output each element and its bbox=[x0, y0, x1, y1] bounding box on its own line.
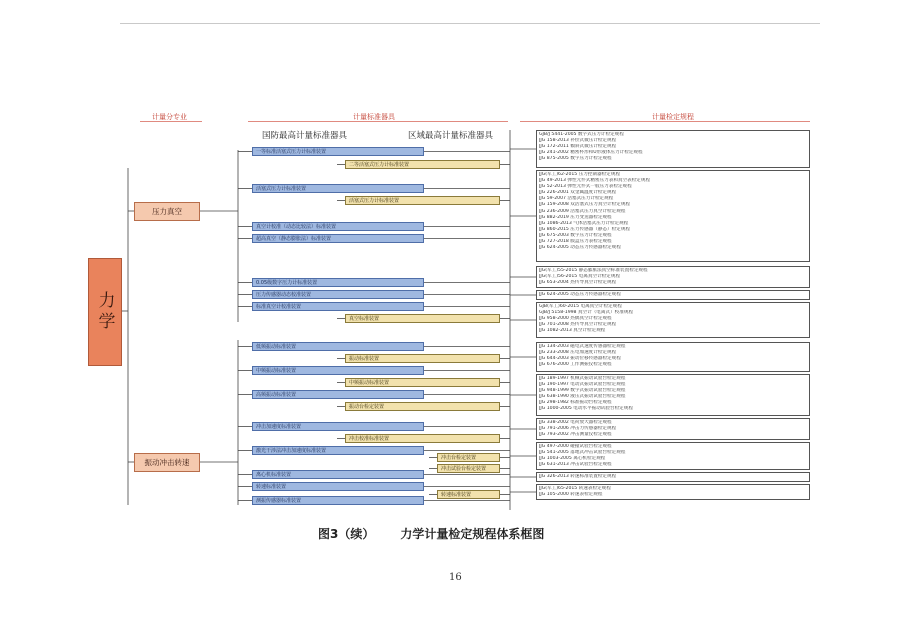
regulation-line: JJG 624-2005 动态压力传感器检定规程 bbox=[539, 245, 621, 251]
regulation-line: JJG 860-2015 压力传感器（静态）检定规程 bbox=[539, 226, 631, 232]
regulation-line: JJG 134-2003 磁电式速度传感器检定规程 bbox=[539, 344, 626, 349]
regulation-line: JJG 948-1999 数字式振动试验台检定规程 bbox=[539, 388, 626, 394]
category-pressure-vacuum: 压力真空 bbox=[134, 202, 200, 221]
regulation-line: JJG 653-2004 热传导真空计检定规程 bbox=[539, 280, 617, 286]
national-standard: 压力传感器动态校准装置 bbox=[252, 290, 424, 299]
regulation-line: JJG 624-2005 动态压力传感器检定规程 bbox=[539, 292, 621, 297]
subheader-national: 国防最高计量标准器具 bbox=[262, 131, 348, 141]
regulation-line: JJG 338-2002 电荷放大器检定规程 bbox=[539, 420, 612, 425]
regional-standard: 振动标准装置 bbox=[345, 354, 500, 363]
regulation-line: JJG(军工)55-2015 静态膨胀法真空标准装置检定规程 bbox=[539, 268, 648, 273]
regulation-box bbox=[536, 290, 810, 300]
regulation-box bbox=[536, 472, 810, 482]
national-standard: 活塞式压力计标准装置 bbox=[252, 184, 424, 193]
regulation-line: JJG(军工)62-2015 压力控制器检定规程 bbox=[539, 172, 621, 177]
regulation-box bbox=[536, 170, 810, 262]
regulation-line: JJG 159-2008 双活塞式压力真空计检定规程 bbox=[539, 202, 631, 208]
national-standard: 高频振动标准装置 bbox=[252, 390, 424, 399]
national-standard: 离心机标准装置 bbox=[252, 470, 424, 479]
regulation-line: JJG 298-1982 标准振动台检定规程 bbox=[539, 400, 612, 406]
national-standard: 中频振动标准装置 bbox=[252, 366, 424, 375]
national-standard: 标准真空计校准装置 bbox=[252, 302, 424, 311]
regulation-line: JJG 326-2013 转速标准装置检定规程 bbox=[539, 474, 617, 479]
regulation-line: JJG 241-2002 精密杯形和U形液体压力计检定规程 bbox=[539, 150, 643, 156]
regulation-line: JJG 631-2013 冲击试验台检定规程 bbox=[539, 462, 612, 468]
national-standard: 低频振动标准装置 bbox=[252, 342, 424, 351]
regulation-line: JJG 189-1997 机械式振动试验台检定规程 bbox=[539, 376, 626, 381]
regulation-line: JJG 1086-2013 气体活塞式压力计检定规程 bbox=[539, 220, 629, 226]
regulation-line: JJG 497-2000 碰撞试验台检定规程 bbox=[539, 444, 612, 449]
regulation-line: GJB/J 5441-2005 数字式压力计检定规程 bbox=[539, 132, 624, 137]
regulation-line: JJG 59-2007 活塞式压力计检定规程 bbox=[539, 196, 614, 202]
national-standard: 一等标准活塞式压力计标准装置 bbox=[252, 147, 424, 156]
regional-standard: 转速标准装置 bbox=[437, 490, 500, 499]
regional-standard: 活塞式压力计标准装置 bbox=[345, 196, 500, 205]
regulation-box bbox=[536, 418, 810, 440]
national-standard: 激光干涉法冲击加速度标准装置 bbox=[252, 446, 424, 455]
regulation-line: JJG 105-2000 转速表检定规程 bbox=[539, 492, 603, 498]
regulation-box bbox=[536, 374, 810, 416]
regulation-line: JJG 958-2000 热偶真空计检定规程 bbox=[539, 316, 612, 322]
root-mechanics bbox=[88, 258, 122, 366]
regulation-line: JJG 1000-2005 电动水平振动试验台检定规程 bbox=[539, 406, 633, 412]
national-standard: 真空计校准（动态比较法）标准装置 bbox=[252, 222, 424, 231]
regional-standard: 冲击台检定装置 bbox=[437, 453, 500, 462]
regulation-box bbox=[536, 342, 810, 372]
regulation-line: JJG 190-1997 电动式振动试验台检定规程 bbox=[539, 382, 626, 388]
regulation-line: JJG 541-2005 落地式冲击试验台检定规程 bbox=[539, 450, 626, 456]
root-label: 力学 bbox=[94, 291, 115, 333]
header-standards: 计量标准器具 bbox=[353, 113, 395, 121]
regulation-line: JJG 793-2002 冲击测量仪检定规程 bbox=[539, 432, 612, 438]
national-standard: 测振传感器标准装置 bbox=[252, 496, 424, 505]
regulation-line: JJG(军工)56-2015 电离真空计检定规程 bbox=[539, 274, 621, 280]
regulation-line: JJG 52-2013 弹性元件式一般压力表检定规程 bbox=[539, 184, 632, 190]
page-number: 16 bbox=[449, 572, 462, 583]
subheader-regional: 区域最高计量标准器具 bbox=[408, 131, 494, 141]
regional-standard: 振动台检定装置 bbox=[345, 402, 500, 411]
regional-standard: 冲击试验台检定装置 bbox=[437, 464, 500, 473]
regulation-box bbox=[536, 302, 810, 338]
figure-caption bbox=[318, 525, 544, 542]
regulation-line: JJG 172-2011 倾斜式微压计检定规程 bbox=[539, 144, 617, 150]
regional-standard: 真空标准装置 bbox=[345, 314, 500, 323]
regulation-box bbox=[536, 442, 810, 470]
regulation-box bbox=[536, 130, 810, 168]
national-standard: 冲击加速度标准装置 bbox=[252, 422, 424, 431]
regulation-line: JJG 875-2005 数字压力计检定规程 bbox=[539, 156, 612, 162]
header-discipline: 计量分专业 bbox=[152, 113, 187, 121]
regulation-box bbox=[536, 266, 810, 288]
regulation-line: JJG 233-2008 压电加速度计检定规程 bbox=[539, 350, 617, 356]
category-vibration-shock-speed: 振动冲击转速 bbox=[134, 453, 200, 472]
regulation-line: JJG 49-2013 弹性元件式精密压力表和真空表检定规程 bbox=[539, 178, 651, 184]
regulation-line: JJG 1003-2005 离心机检定规程 bbox=[539, 456, 606, 462]
regulation-line: JJG 158-2013 补偿式微压计检定规程 bbox=[539, 138, 617, 144]
regulation-line: JJG 727-2018 膜盒压力表检定规程 bbox=[539, 239, 612, 245]
regulation-line: GJB/J 5158-1998 真空计（电离式）校准规程 bbox=[539, 310, 634, 316]
regulation-line: JJG 638-1990 液压式振动试验台检定规程 bbox=[539, 394, 626, 400]
regional-standard: 冲击校准标准装置 bbox=[345, 434, 500, 443]
national-standard: 0.05级数字压力计标准装置 bbox=[252, 278, 424, 287]
regulation-line: JJG 236-2009 活塞式压力真空计检定规程 bbox=[539, 208, 626, 214]
regulation-line: JJG 226-2001 双金属温度计检定规程 bbox=[539, 190, 617, 196]
regional-standard: 二等活塞式压力计标准装置 bbox=[345, 160, 500, 169]
regulation-box bbox=[536, 484, 810, 500]
regulation-line: JJG 791-2006 冲击力传感器检定规程 bbox=[539, 426, 617, 432]
regulation-line: GJB(军工)60-2015 电离真空计检定规程 bbox=[539, 304, 622, 309]
regulation-line: JJG 1082-2013 真空计检定规程 bbox=[539, 328, 606, 334]
figure-number: 图3（续） bbox=[318, 527, 375, 541]
regulation-line: JJG 675-2003 数字压力计检定规程 bbox=[539, 232, 612, 238]
figure-title: 力学计量检定规程体系框图 bbox=[400, 527, 545, 541]
regulation-line: JJG 701-2008 热传导真空计检定规程 bbox=[539, 322, 617, 328]
regional-standard: 中频振动标准装置 bbox=[345, 378, 500, 387]
national-standard: 转速标准装置 bbox=[252, 482, 424, 491]
header-regulations: 计量检定规程 bbox=[652, 113, 694, 121]
regulation-line: JJG 676-2000 工作测振仪检定规程 bbox=[539, 362, 612, 368]
national-standard: 超高真空（静态膨胀法）标准装置 bbox=[252, 234, 424, 243]
regulation-line: JJG 882-2019 压力变送器检定规程 bbox=[539, 214, 612, 220]
regulation-line: JJG 644-2003 振动位移传感器检定规程 bbox=[539, 356, 621, 362]
regulation-line: JJG(军工)65-2015 转速表检定规程 bbox=[539, 486, 611, 491]
